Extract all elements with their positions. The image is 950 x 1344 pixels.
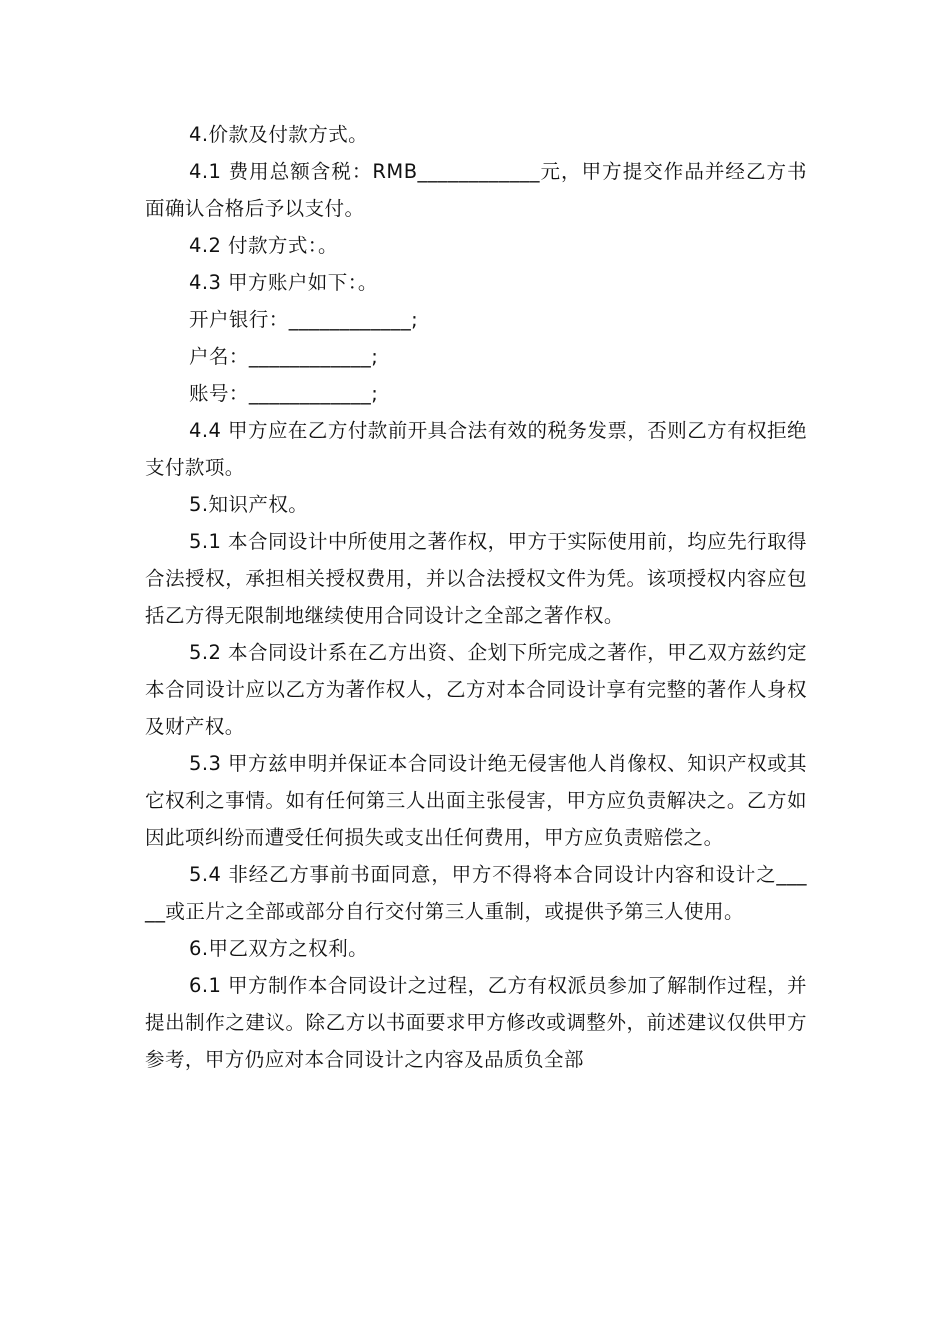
clause-4-1: 4.1 费用总额含税：RMB____________元，甲方提交作品并经乙方书面确认合格后予以支付。 — [145, 160, 807, 220]
bank-name-line: 开户银行：____________; — [189, 308, 419, 331]
clause-5-1: 5.1 本合同设计中所使用之著作权，甲方于实际使用前，均应先行取得合法授权，承担相关授权费用，并以合法授权文件为凭。该项授权内容应包括乙方得无限制地继续使用合同设计之全部之著作权。 — [145, 530, 807, 627]
clause-4-2: 4.2 付款方式：。 — [189, 234, 338, 257]
clause-6-1: 6.1 甲方制作本合同设计之过程，乙方有权派员参加了解制作过程，并提出制作之建议。除乙方以书面要求甲方修改或调整外，前述建议仅供甲方参考，甲方仍应对本合同设计之内容及品质负全部 — [145, 974, 807, 1071]
clause-5-4: 5.4 非经乙方事前书面同意，甲方不得将本合同设计内容和设计之_____或正片之全部或部分自行交付第三人重制，或提供予第三人使用。 — [145, 863, 807, 923]
clause-5-2: 5.2 本合同设计系在乙方出资、企划下所完成之著作，甲乙双方兹约定本合同设计应以乙方为著作权人，乙方对本合同设计享有完整的著作人身权及财产权。 — [145, 641, 807, 738]
section-4-heading: 4.价款及付款方式。 — [189, 123, 369, 146]
section-5-heading: 5.知识产权。 — [189, 493, 309, 516]
document-body — [145, 116, 807, 1078]
section-6-heading: 6.甲乙双方之权利。 — [189, 937, 369, 960]
account-number-line: 账号：____________; — [189, 382, 379, 405]
account-name-line: 户名：____________; — [189, 345, 379, 368]
clause-4-4: 4.4 甲方应在乙方付款前开具合法有效的税务发票，否则乙方有权拒绝支付款项。 — [145, 419, 807, 479]
clause-4-3: 4.3 甲方账户如下：。 — [189, 271, 378, 294]
clause-5-3: 5.3 甲方兹申明并保证本合同设计绝无侵害他人肖像权、知识产权或其它权利之事情。如有任何第三人出面主张侵害，甲方应负责解决之。乙方如因此项纠纷而遭受任何损失或支出任何费用，甲方应负责赔偿之。 — [145, 752, 807, 849]
